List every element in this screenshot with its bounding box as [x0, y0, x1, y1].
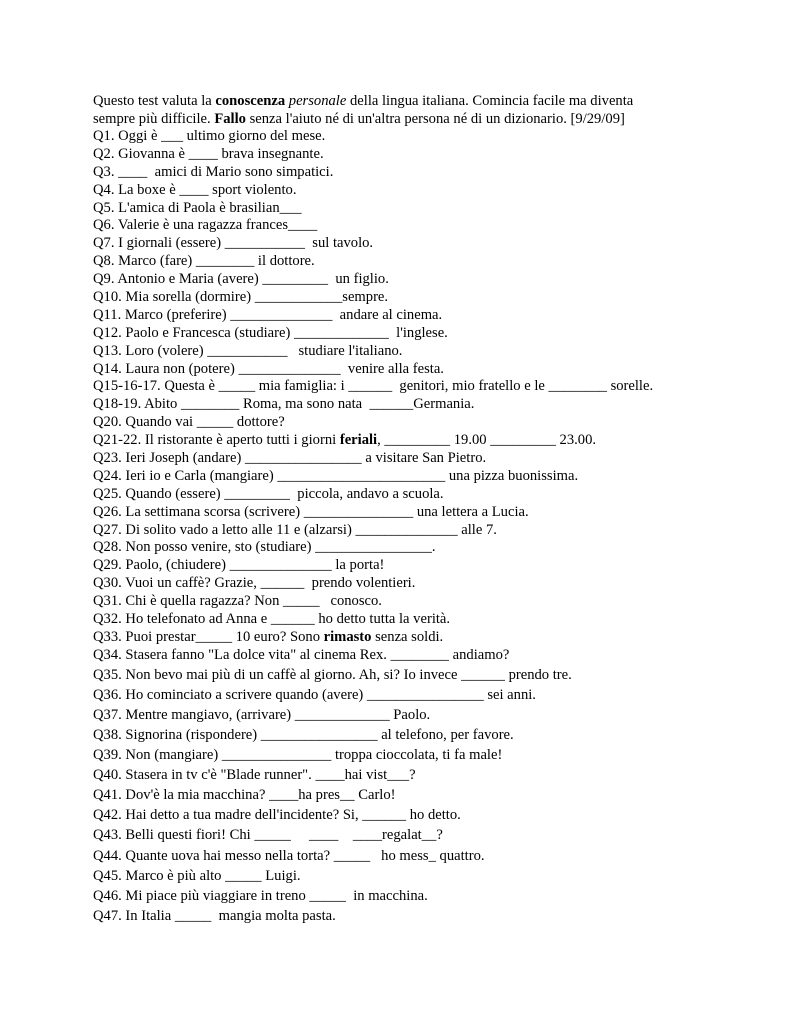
question-line [93, 432, 733, 450]
intro-italic-personale: personale [288, 93, 347, 109]
question-line: Q47. In Italia _____ mangia molta pasta. [93, 907, 336, 924]
question-line: Q31. Chi è quella ragazza? Non _____ conosco. [93, 593, 382, 610]
question-line: Q34. Stasera fanno "La dolce vita" al cinema Rex. ________ andiamo? [93, 646, 510, 663]
question-line: Q36. Ho cominciato a scrivere quando (avere) ________________ sei anni. [93, 686, 536, 703]
question-line: Q43. Belli questi fiori! Chi _____ ____ ____regalat__? [93, 827, 443, 844]
intro-text: senza l'aiuto né di un'altra persona né di un dizionario. [9/29/09] [245, 111, 625, 127]
question-line: Q18-19. Abito ________ Roma, ma sono nata ______Germania. [93, 396, 475, 413]
question-line: Q44. Quante uova hai messo nella torta? _____ ho mess_ quattro. [93, 847, 485, 864]
question-line: Q12. Paolo e Francesca (studiare) _____________ l'inglese. [93, 324, 448, 341]
question-line: Q9. Antonio e Maria (avere) _________ un figlio. [93, 271, 389, 288]
question-text: senza soldi. [371, 628, 444, 645]
question-line: Q39. Non (mangiare) _______________ troppa cioccolata, ti fa male! [93, 747, 503, 764]
question-line: Q26. La settimana scorsa (scrivere) _______________ una lettera a Lucia. [93, 503, 529, 520]
question-line: Q4. La boxe è ____ sport violento. [93, 181, 297, 198]
question-line: Q38. Signorina (rispondere) ________________ al telefono, per favore. [93, 727, 514, 743]
intro-text: Questo test valuta la [93, 93, 216, 109]
question-line: Q10. Mia sorella (dormire) ____________sempre. [93, 289, 389, 306]
question-bold-word: feriali [339, 432, 378, 449]
question-line: Q13. Loro (volere) ___________ studiare l'italiano. [93, 342, 403, 359]
question-bold-word: rimasto [323, 628, 372, 645]
question-line: Q41. Dov'è la mia macchina? ____ha pres__ Carlo! [93, 787, 396, 804]
question-line: Q29. Paolo, (chiudere) ______________ la porta! [93, 557, 385, 574]
question-text: Q33. Puoi prestar_____ 10 euro? Sono [93, 628, 324, 645]
intro-bold-conoscenza: conoscenza [215, 93, 286, 109]
question-line: Q11. Marco (preferire) ______________ andare al cinema. [93, 306, 443, 323]
intro-bold-fallo: Fallo [214, 111, 246, 127]
question-line: Q32. Ho telefonato ad Anna e ______ ho detto tutta la verità. [93, 611, 451, 628]
question-line [93, 629, 733, 647]
question-text: Q21-22. Il ristorante è aperto tutti i giorni [93, 432, 340, 449]
question-line: Q42. Hai detto a tua madre dell'incidente? Si, ______ ho detto. [93, 807, 461, 824]
question-line: Q20. Quando vai _____ dottore? [93, 414, 285, 431]
intro-paragraph [93, 92, 733, 128]
question-line: Q6. Valerie è una ragazza frances____ [93, 217, 318, 234]
question-line: Q23. Ieri Joseph (andare) ________________ a visitare San Pietro. [93, 450, 487, 467]
question-line: Q40. Stasera in tv c'è "Blade runner". ____hai vist___? [93, 767, 416, 784]
question-line: Q46. Mi piace più viaggiare in treno _____ in macchina. [93, 887, 428, 904]
question-line: Q1. Oggi è ___ ultimo giorno del mese. [93, 128, 326, 144]
question-line: Q30. Vuoi un caffè? Grazie, ______ prendo volentieri. [93, 575, 416, 592]
question-line: Q15-16-17. Questa è _____ mia famiglia: i ______ genitori, mio fratello e le ________ sorelle. [93, 378, 654, 395]
question-line: Q14. Laura non (potere) ______________ venire alla festa. [93, 360, 444, 377]
question-line: Q25. Quando (essere) _________ piccola, andavo a scuola. [93, 485, 444, 502]
intro-text: della lingua italiana. Comincia facile ma diventa sempre più difficile. [93, 93, 634, 127]
test-document [93, 92, 733, 926]
question-line: Q3. ____ amici di Mario sono simpatici. [93, 163, 334, 180]
question-list [93, 128, 733, 926]
question-text: , _________ 19.00 _________ 23.00. [377, 432, 597, 449]
question-line: Q5. L'amica di Paola è brasilian___ [93, 199, 302, 216]
question-line: Q28. Non posso venire, sto (studiare) ________________. [93, 539, 436, 556]
question-line: Q37. Mentre mangiavo, (arrivare) _____________ Paolo. [93, 706, 431, 723]
question-line: Q35. Non bevo mai più di un caffè al giorno. Ah, si? Io invece ______ prendo tre. [93, 666, 572, 683]
question-line: Q7. I giornali (essere) ___________ sul tavolo. [93, 235, 374, 252]
question-line: Q2. Giovanna è ____ brava insegnante. [93, 145, 324, 162]
question-line: Q8. Marco (fare) ________ il dottore. [93, 253, 315, 270]
question-line: Q24. Ieri io e Carla (mangiare) _______________________ una pizza buonissima. [93, 467, 579, 484]
question-line: Q27. Di solito vado a letto alle 11 e (alzarsi) ______________ alle 7. [93, 521, 497, 538]
question-line: Q45. Marco è più alto _____ Luigi. [93, 867, 301, 884]
